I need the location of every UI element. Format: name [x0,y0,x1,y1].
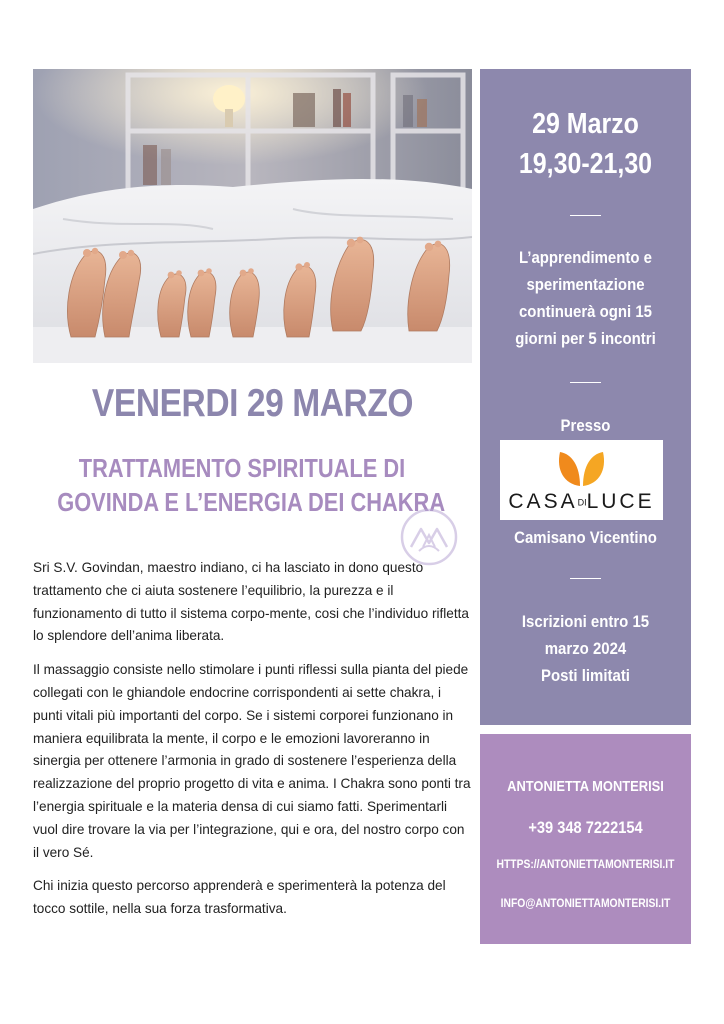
divider [570,382,601,383]
event-date: 29 Marzo [532,108,639,140]
schedule-line-1: L’apprendimento e [518,248,652,267]
feet-under-blanket-photo [33,69,472,363]
registration-line-3: Posti limitati [541,666,630,685]
presso-label: Presso [560,416,611,435]
contact-email-link[interactable]: INFO@ANTONIETTAMONTERISI.IT [500,896,671,910]
divider [570,578,601,579]
event-subtitle [57,451,446,519]
description-paragraph-2: Il massaggio consiste nello stimolare i punti riflessi sulla pianta del piede collegati con le ghiandole endocrine corrispondenti ai sette chakra, i punti vitali più importanti del corpo. Se i sistemi corporei funzionano in maniera equilibrata la mente, il corpo e le emozioni lavoreranno in sinergia per ottenere l’armonia in grado di sostenere l’esperienza della realizzazione del proprio progetto di vita e anima. I Chakra sono ponti tra l’energia spirituale e la materia densa di cui siamo fatti. Sperimentarli vuol dire trovare la via per l’integrazione, qui e ora, del nostro corpo con il vero Sé. [33,662,471,860]
photo-illustration [33,69,472,363]
casa-di-luce-wordmark: CASADILUCE [508,490,655,513]
registration-line-2: marzo 2024 [544,639,627,658]
subtitle-line-2: GOVINDA E L’ENERGIA DEI CHAKRA [57,487,446,517]
casa-di-luce-logo [500,440,663,520]
description [33,557,473,932]
schedule-line-3: continuerà ogni 15 [518,302,652,321]
schedule-line-4: giorni per 5 incontri [515,329,656,348]
event-headline: VENERDI 29 MARZO [91,382,414,425]
venue-location: Camisano Vicentino [514,528,657,547]
contact-box [480,734,691,944]
description-paragraph-3: Chi inizia questo percorso apprenderà e sperimenterà la potenza del tocco sottile, nella sua forza trasformativa. [33,878,446,917]
description-paragraph-1: Sri S.V. Govindan, maestro indiano, ci ha lasciato in dono questo trattamento che ci aiuta sostenere l’equilibrio, la purezza e il funzionamento di tutto il sistema corpo-mente, cosi che l’individuo rifletta lo splendore dell’anima liberata. [33,560,469,644]
event-info-sidebar [480,69,691,725]
contact-name: ANTONIETTA MONTERISI [507,778,664,795]
contact-phone[interactable]: +39 348 7222154 [528,818,643,837]
registration-line-1: Iscrizioni entro 15 [521,612,650,631]
contact-website-link[interactable]: HTTPS://ANTONIETTAMONTERISI.IT [496,857,675,871]
event-time: 19,30-21,30 [518,148,653,180]
divider [570,215,601,216]
casa-di-luce-symbol-icon [500,440,663,490]
schedule-line-2: sperimentazione [526,275,645,294]
subtitle-line-1: TRATTAMENTO SPIRITUALE DI [78,453,406,483]
